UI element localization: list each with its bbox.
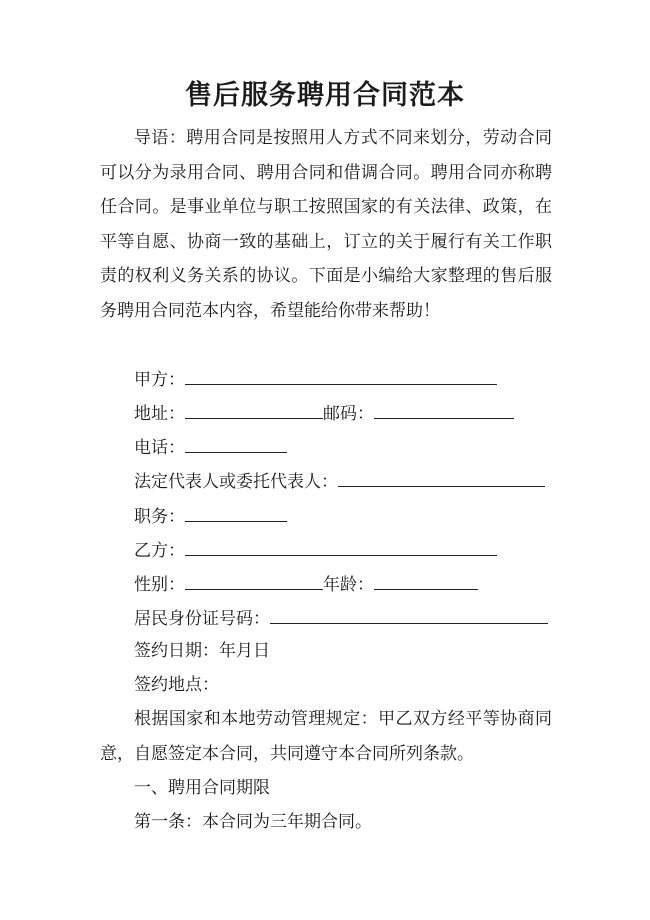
sign-place: 签约地点： [134, 675, 219, 695]
representative-row [134, 468, 545, 494]
phone-label: 电话： [134, 438, 185, 458]
section-heading: 一、聘用合同期限 [134, 778, 270, 798]
phone-row [134, 434, 287, 460]
address-row [134, 400, 514, 426]
representative-label: 法定代表人或委托代表人： [134, 472, 338, 492]
document-title: 售后服务聘用合同范本 [185, 80, 465, 111]
postcode-blank[interactable] [374, 400, 514, 419]
representative-blank[interactable] [338, 468, 545, 487]
address-blank[interactable] [185, 400, 323, 419]
phone-blank[interactable] [185, 434, 287, 453]
id-number-blank[interactable] [270, 605, 548, 624]
position-blank[interactable] [185, 503, 287, 522]
postcode-label: 邮码： [323, 404, 374, 424]
gender-blank[interactable] [185, 571, 323, 590]
party-a-label: 甲方： [134, 370, 185, 390]
address-label: 地址： [134, 404, 185, 424]
party-a-blank[interactable] [185, 366, 497, 385]
party-b-blank[interactable] [185, 537, 497, 556]
gender-row [134, 571, 478, 597]
sign-date: 签约日期：年月日 [134, 641, 270, 661]
position-label: 职务： [134, 507, 185, 527]
gender-label: 性别： [134, 575, 185, 595]
intro-paragraph: 导语：聘用合同是按照用人方式不同来划分，劳动合同可以分为录用合同、聘用合同和借调合同。聘用合同亦称聘任合同。是事业单位与职工按照国家的有关法律、政策，在平等自愿、协商一致的基础上，订立的关于履行有关工作职责的权利义务关系的协议。下面是小编给大家整理的售后服务聘用合同范本内容，希望能给你带来帮助！ [100, 128, 552, 321]
id-number-row [134, 605, 548, 631]
article-one: 第一条：本合同为三年期合同。 [134, 812, 372, 832]
party-b-row [134, 537, 497, 563]
agreement-paragraph: 根据国家和本地劳动管理规定：甲乙双方经平等协商同意，自愿签定本合同，共同遵守本合同所列条款。 [100, 709, 552, 764]
party-b-label: 乙方： [134, 541, 185, 561]
id-number-label: 居民身份证号码： [134, 609, 270, 629]
age-label: 年龄： [323, 575, 374, 595]
age-blank[interactable] [374, 571, 478, 590]
party-a-row [134, 366, 497, 392]
position-row [134, 503, 287, 529]
